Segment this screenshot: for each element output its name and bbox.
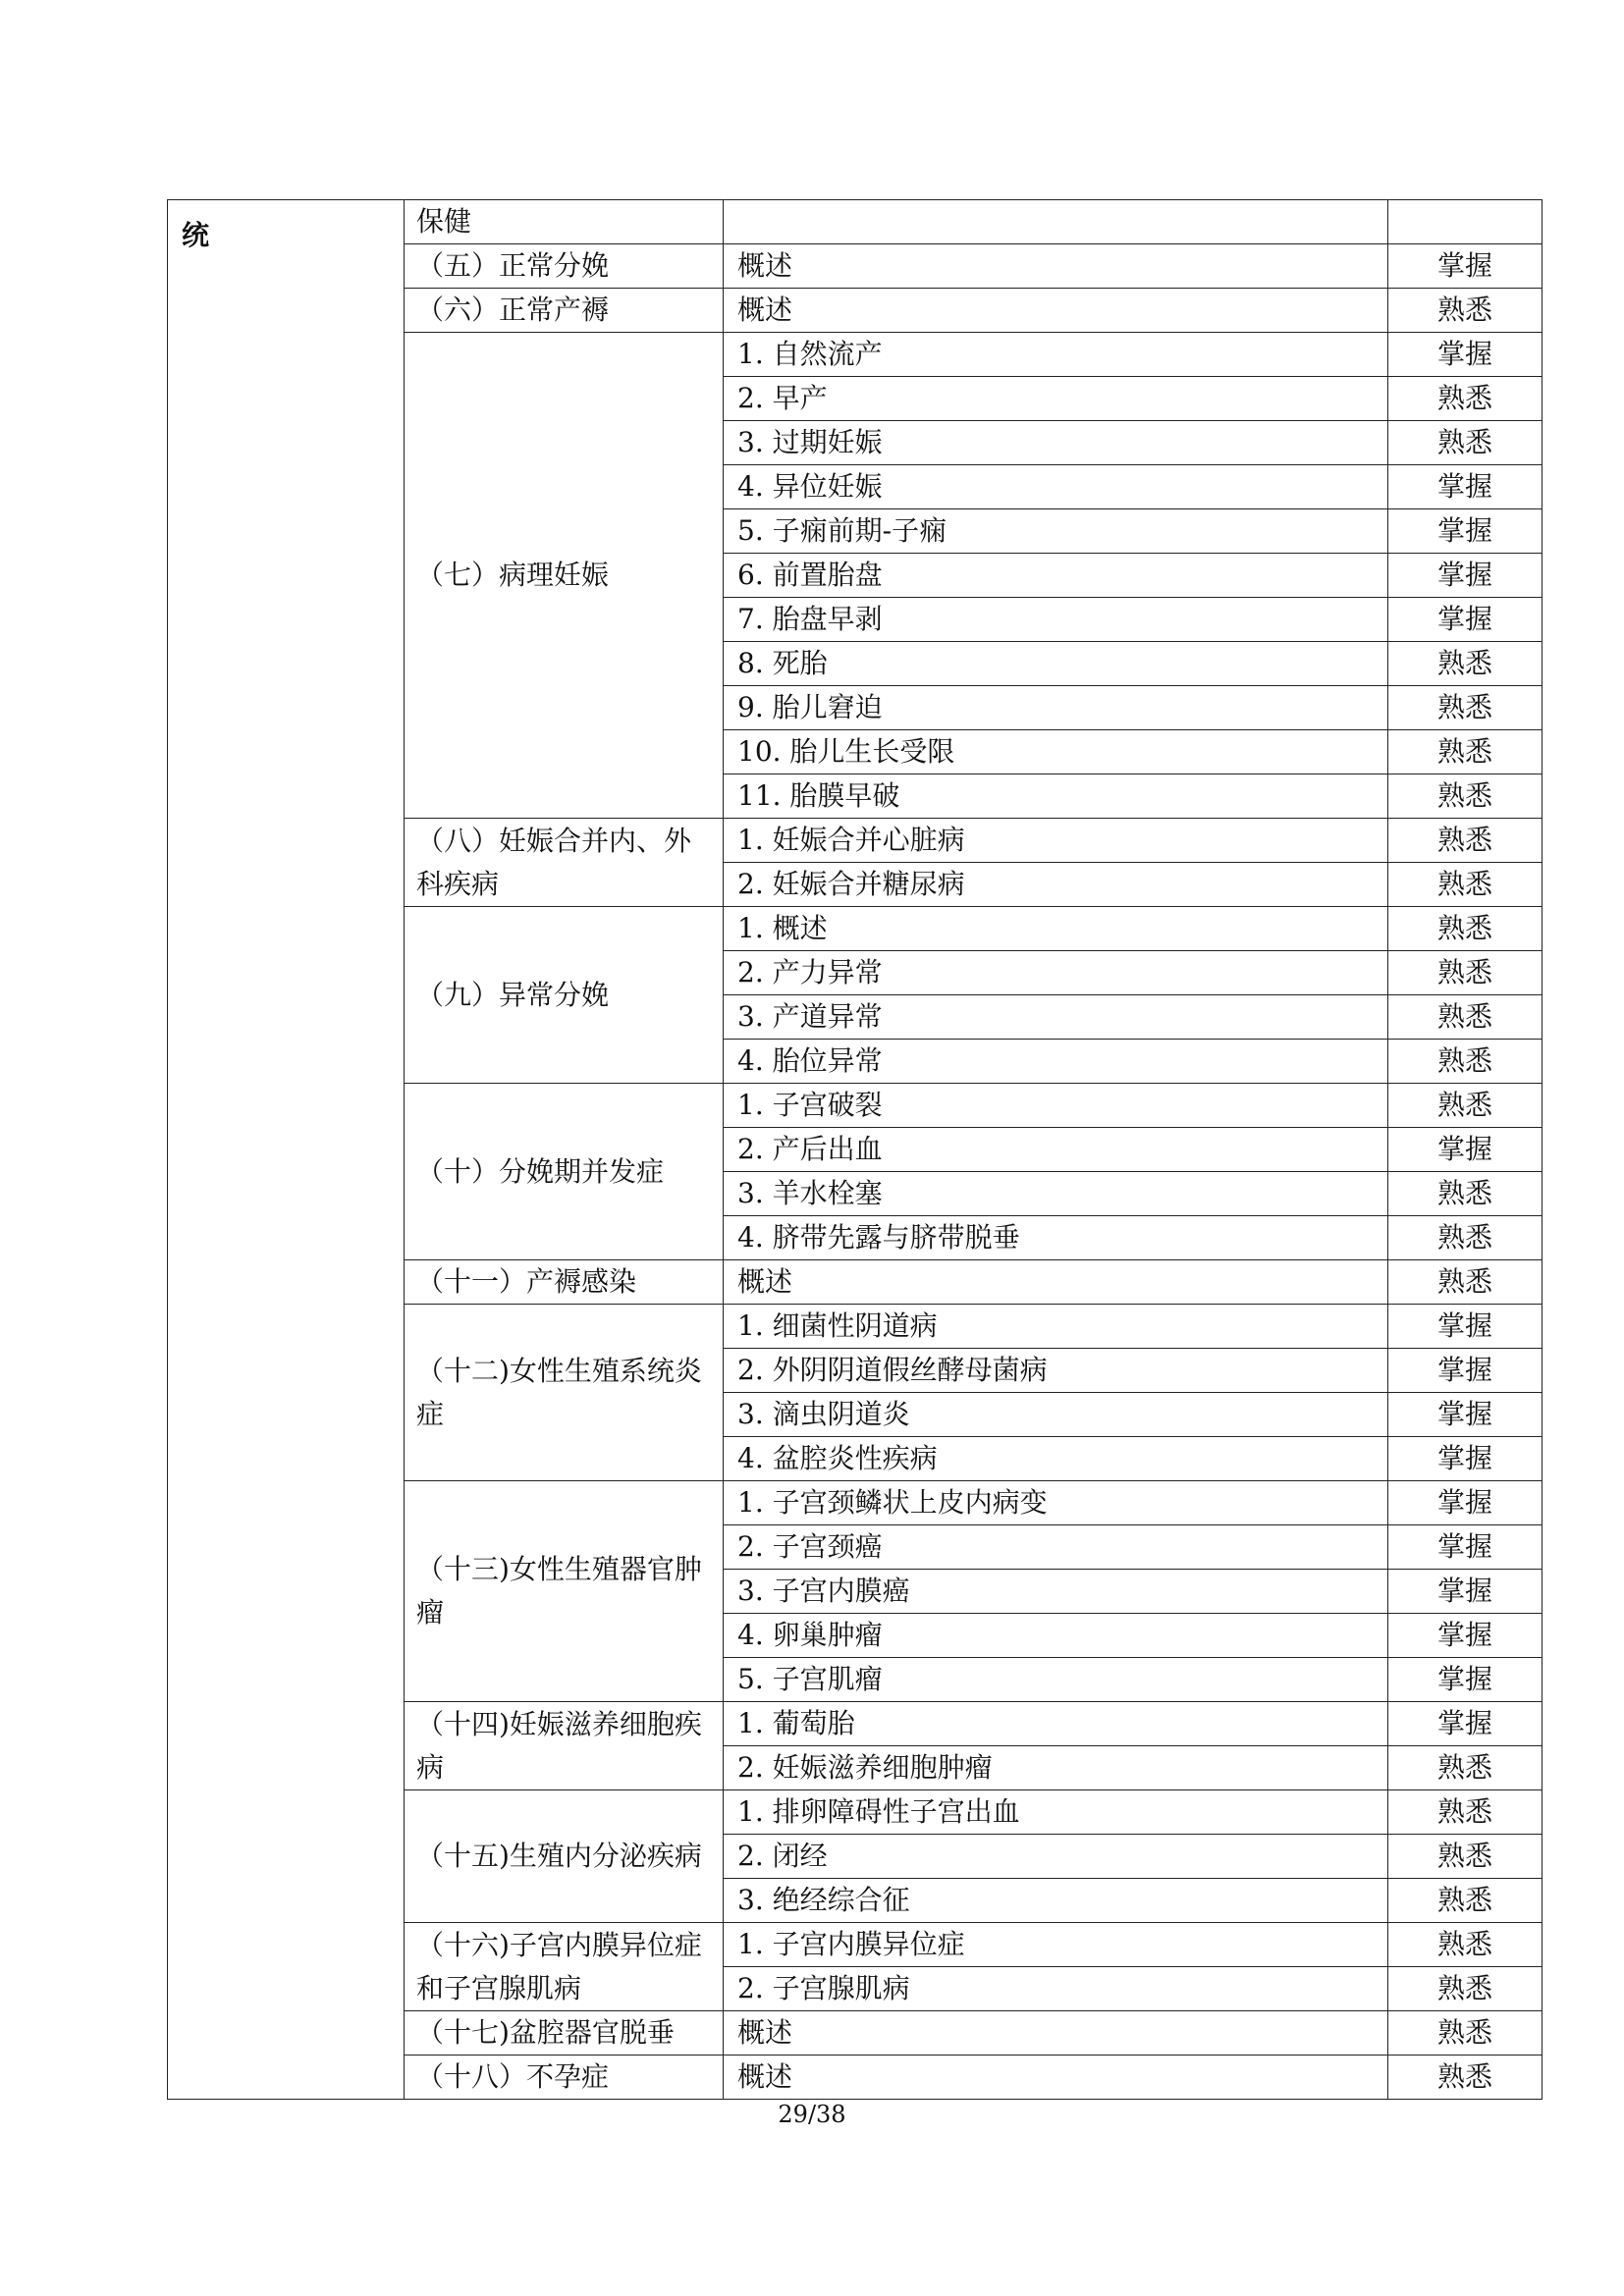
requirement-level-cell: 熟悉 [1388, 1790, 1543, 1835]
unit-cell: （十三)女性生殖器官肿瘤 [405, 1481, 724, 1702]
unit-cell: （十四)妊娠滋养细胞疾病 [405, 1702, 724, 1790]
content-cell: 3. 子宫内膜癌 [724, 1570, 1388, 1614]
table-row [168, 200, 1543, 244]
requirement-level-cell: 熟悉 [1388, 1084, 1543, 1128]
syllabus-table-body [168, 200, 1543, 2100]
requirement-level-cell: 熟悉 [1388, 2011, 1543, 2056]
content-cell: 3. 滴虫阴道炎 [724, 1393, 1388, 1437]
content-cell: 11. 胎膜早破 [724, 774, 1388, 819]
unit-cell: （八）妊娠合并内、外科疾病 [405, 819, 724, 907]
content-cell: 2. 外阴阴道假丝酵母菌病 [724, 1349, 1388, 1393]
requirement-level-cell: 掌握 [1388, 554, 1543, 598]
requirement-level-cell: 掌握 [1388, 1305, 1543, 1349]
content-cell: 3. 羊水栓塞 [724, 1172, 1388, 1216]
content-cell: 概述 [724, 2011, 1388, 2056]
content-cell: 9. 胎儿窘迫 [724, 686, 1388, 730]
requirement-level-cell: 掌握 [1388, 1481, 1543, 1525]
requirement-level-cell: 熟悉 [1388, 289, 1543, 333]
requirement-level-cell: 熟悉 [1388, 774, 1543, 819]
content-cell: 1. 自然流产 [724, 333, 1388, 377]
requirement-level-cell: 掌握 [1388, 1437, 1543, 1481]
content-cell: 4. 胎位异常 [724, 1040, 1388, 1084]
requirement-level-cell: 掌握 [1388, 333, 1543, 377]
requirement-level-cell: 掌握 [1388, 509, 1543, 554]
content-cell: 1. 子宫内膜异位症 [724, 1923, 1388, 1967]
requirement-level-cell: 掌握 [1388, 244, 1543, 289]
requirement-level-cell: 掌握 [1388, 1128, 1543, 1172]
requirement-level-cell: 掌握 [1388, 1570, 1543, 1614]
unit-cell: （十八）不孕症 [405, 2056, 724, 2100]
requirement-level-cell: 熟悉 [1388, 421, 1543, 465]
content-cell: 概述 [724, 289, 1388, 333]
requirement-level-cell: 熟悉 [1388, 907, 1543, 951]
requirement-level-cell: 掌握 [1388, 1702, 1543, 1746]
content-cell: 3. 绝经综合征 [724, 1879, 1388, 1923]
requirement-level-cell: 熟悉 [1388, 1967, 1543, 2011]
content-cell: 5. 子痫前期-子痫 [724, 509, 1388, 554]
content-cell: 概述 [724, 244, 1388, 289]
content-cell: 1. 葡萄胎 [724, 1702, 1388, 1746]
content-cell: 7. 胎盘早剥 [724, 598, 1388, 642]
unit-cell: （十六)子宫内膜异位症和子宫腺肌病 [405, 1923, 724, 2011]
unit-cell: （十二)女性生殖系统炎症 [405, 1305, 724, 1481]
unit-cell: （十）分娩期并发症 [405, 1084, 724, 1260]
requirement-level-cell: 掌握 [1388, 1393, 1543, 1437]
requirement-level-cell: 掌握 [1388, 1614, 1543, 1658]
requirement-level-cell: 掌握 [1388, 598, 1543, 642]
content-cell: 8. 死胎 [724, 642, 1388, 686]
content-cell: 2. 产后出血 [724, 1128, 1388, 1172]
requirement-level-cell: 熟悉 [1388, 1172, 1543, 1216]
requirement-level-cell: 熟悉 [1388, 995, 1543, 1040]
unit-cell: （十一）产褥感染 [405, 1260, 724, 1305]
content-cell: 概述 [724, 1260, 1388, 1305]
content-cell: 2. 闭经 [724, 1835, 1388, 1879]
requirement-level-cell: 掌握 [1388, 465, 1543, 509]
unit-cell: （五）正常分娩 [405, 244, 724, 289]
requirement-level-cell: 熟悉 [1388, 1879, 1543, 1923]
unit-cell: （十七)盆腔器官脱垂 [405, 2011, 724, 2056]
system-cell: 统 [168, 200, 405, 2100]
content-cell: 1. 细菌性阴道病 [724, 1305, 1388, 1349]
content-cell: 1. 排卵障碍性子宫出血 [724, 1790, 1388, 1835]
content-cell [724, 200, 1388, 244]
requirement-level-cell: 掌握 [1388, 1658, 1543, 1702]
requirement-level-cell: 熟悉 [1388, 863, 1543, 907]
requirement-level-cell: 熟悉 [1388, 951, 1543, 995]
unit-cell: （七）病理妊娠 [405, 333, 724, 819]
content-cell: 2. 妊娠合并糖尿病 [724, 863, 1388, 907]
content-cell: 1. 子宫破裂 [724, 1084, 1388, 1128]
content-cell: 4. 异位妊娠 [724, 465, 1388, 509]
unit-cell: （六）正常产褥 [405, 289, 724, 333]
content-cell: 1. 概述 [724, 907, 1388, 951]
content-cell: 6. 前置胎盘 [724, 554, 1388, 598]
content-cell: 1. 子宫颈鳞状上皮内病变 [724, 1481, 1388, 1525]
content-cell: 2. 子宫腺肌病 [724, 1967, 1388, 2011]
content-cell: 2. 产力异常 [724, 951, 1388, 995]
content-cell: 5. 子宫肌瘤 [724, 1658, 1388, 1702]
requirement-level-cell: 熟悉 [1388, 1923, 1543, 1967]
content-cell: 3. 产道异常 [724, 995, 1388, 1040]
requirement-level-cell: 熟悉 [1388, 377, 1543, 421]
requirement-level-cell: 熟悉 [1388, 1746, 1543, 1790]
requirement-level-cell: 熟悉 [1388, 686, 1543, 730]
requirement-level-cell: 熟悉 [1388, 1040, 1543, 1084]
requirement-level-cell: 掌握 [1388, 1349, 1543, 1393]
content-cell: 2. 子宫颈癌 [724, 1525, 1388, 1570]
content-cell: 4. 脐带先露与脐带脱垂 [724, 1216, 1388, 1260]
page-number: 29/38 [778, 2101, 846, 2128]
requirement-level-cell: 掌握 [1388, 1525, 1543, 1570]
content-cell: 2. 妊娠滋养细胞肿瘤 [724, 1746, 1388, 1790]
requirement-level-cell: 熟悉 [1388, 1216, 1543, 1260]
content-cell: 概述 [724, 2056, 1388, 2100]
requirement-level-cell: 熟悉 [1388, 1835, 1543, 1879]
requirement-level-cell [1388, 200, 1543, 244]
requirement-level-cell: 熟悉 [1388, 2056, 1543, 2100]
content-cell: 4. 卵巢肿瘤 [724, 1614, 1388, 1658]
unit-cell: （九）异常分娩 [405, 907, 724, 1084]
requirement-level-cell: 熟悉 [1388, 642, 1543, 686]
requirement-level-cell: 熟悉 [1388, 1260, 1543, 1305]
syllabus-table [167, 199, 1543, 2100]
content-cell: 4. 盆腔炎性疾病 [724, 1437, 1388, 1481]
content-cell: 10. 胎儿生长受限 [724, 730, 1388, 774]
content-cell: 3. 过期妊娠 [724, 421, 1388, 465]
content-cell: 2. 早产 [724, 377, 1388, 421]
content-cell: 1. 妊娠合并心脏病 [724, 819, 1388, 863]
unit-cell: 保健 [405, 200, 724, 244]
requirement-level-cell: 熟悉 [1388, 819, 1543, 863]
requirement-level-cell: 熟悉 [1388, 730, 1543, 774]
unit-cell: （十五)生殖内分泌疾病 [405, 1790, 724, 1923]
